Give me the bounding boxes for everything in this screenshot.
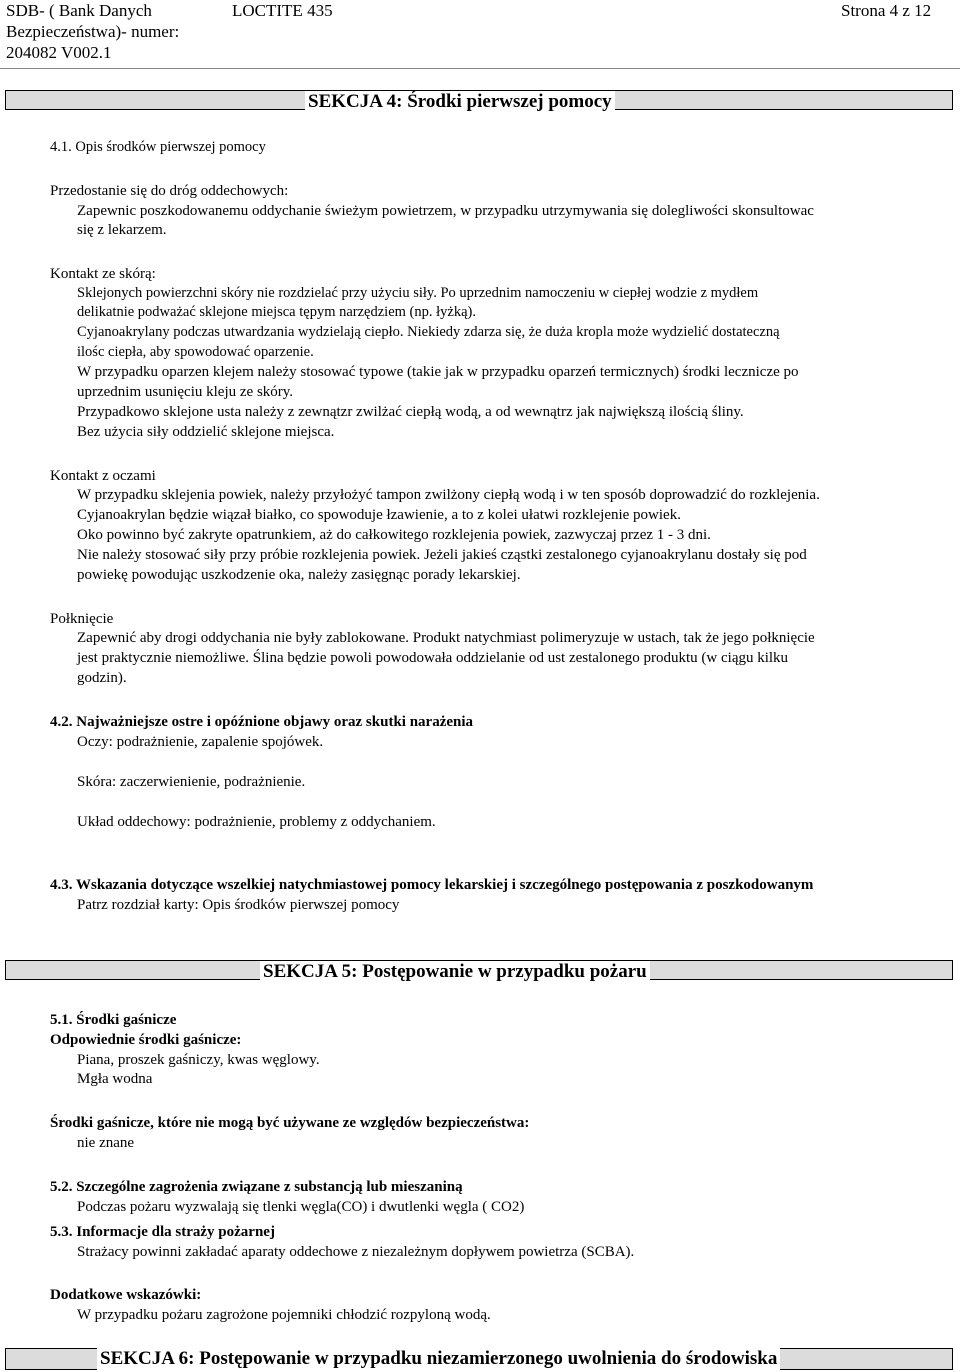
skin-line: Sklejonych powierzchni skóry nie rozdzielać przy użyciu siły. Po uprzednim namoczeniu w ciepłej wodzie z mydłem	[77, 285, 759, 301]
skin-line: W przypadku oparzen klejem należy stosować typowe (takie jak w przypadku oparzeń termicznych) środki lecznicze po	[77, 364, 799, 380]
inhalation-line: Zapewnic poszkodowanemu oddychanie świeżym powietrzem, w przypadku utrzymywania się dolegliwości skonsultowac	[77, 203, 814, 219]
skin-line: uprzednim usunięciu kleju ze skóry.	[77, 384, 294, 400]
section-6-title: SEKCJA 6: Postępowanie w przypadku niezamierzonego uwolnienia do środowiska	[97, 1348, 780, 1370]
section-4-title: SEKCJA 4: Środki pierwszej pomocy	[305, 91, 615, 113]
unsuitable-text: nie znane	[77, 1135, 135, 1151]
sds-label: Bezpieczeństwa)- numer:	[6, 22, 180, 41]
eyes-line: Nie należy stosować siły przy próbie rozklejenia powiek. Jeżeli jakieś cząstki zestalonego cyjanoakrylanu dostały się pod	[77, 547, 807, 563]
s43-heading: 4.3. Wskazania dotyczące wszelkiej natychmiastowej pomocy lekarskiej i szczególnego postępowania z poszkodowanym	[50, 877, 814, 893]
ingestion-line: jest praktycznie niemożliwe. Ślina będzie powoli powodowała oddzielanie od ust zestalonego produktu (w ciągu kilku	[77, 650, 789, 666]
section-5-title: SEKCJA 5: Postępowanie w przypadku pożaru	[260, 961, 650, 983]
s53-text: Strażacy powinni zakładać aparaty oddechowe z niezależnym dopływem powietrza (SCBA).	[77, 1244, 635, 1260]
header-divider	[0, 68, 960, 69]
inhalation-line: się z lekarzem.	[77, 222, 167, 238]
suitable-item: Piana, proszek gaśniczy, kwas węglowy.	[77, 1052, 320, 1068]
ingestion-label: Połknięcie	[50, 611, 114, 627]
suitable-item: Mgła wodna	[77, 1071, 153, 1087]
eyes-line: Cyjanoakrylan będzie wiązał białko, co spowoduje łzawienie, a to z kolei ułatwi rozklejenie powiek.	[77, 507, 681, 523]
ingestion-line: godzin).	[77, 670, 127, 686]
eyes-line: Oko powinno być zakryte opatrunkiem, aż do całkowitego rozklejenia powiek, zazwyczaj przez 1 - 3 dni.	[77, 527, 711, 543]
s42-eyes: Oczy: podrażnienie, zapalenie spojówek.	[77, 734, 324, 750]
skin-line: Przypadkowo sklejone usta należy z zewnątzr zwilżać ciepłą wodą, a od wewnątrz jak największą ilością śliny.	[77, 404, 744, 420]
inhalation-label: Przedostanie się do dróg oddechowych:	[50, 183, 289, 199]
skin-line: Cyjanoakrylany podczas utwardzania wydzielają ciepło. Niekiedy zdarza się, że duża kropla może wydzielić dostateczną	[77, 324, 780, 340]
ingestion-line: Zapewnić aby drogi oddychania nie były zablokowane. Produkt natychmiast polimeryzuje w ustach, tak że jego połknięcie	[77, 630, 815, 646]
doc-type: SDB- ( Bank Danych	[6, 1, 152, 20]
eyes-line: powiekę powodując uszkodzenie oka, należy zasięgnąc porady lekarskiej.	[77, 567, 521, 583]
eyes-line: W przypadku sklejenia powiek, należy przyłożyć tampon zwilżony ciepłą wodą i w ten sposób doprowadzić do rozklejenia.	[77, 487, 820, 503]
s52-heading: 5.2. Szczególne zagrożenia związane z substancją lub mieszaniną	[50, 1179, 463, 1195]
page-number: Strona 4 z 12	[841, 1, 932, 20]
suitable-label: Odpowiednie środki gaśnicze:	[50, 1032, 242, 1048]
s42-resp: Układ oddechowy: podrażnienie, problemy z oddychaniem.	[77, 814, 436, 830]
skin-line: ilośc ciepła, aby spowodować oparzenie.	[77, 344, 314, 360]
eyes-label: Kontakt z oczami	[50, 468, 156, 484]
unsuitable-label: Środki gaśnicze, które nie mogą być używane ze względów bezpieczeństwa:	[50, 1115, 530, 1131]
skin-line: Bez użycia siły oddzielić sklejone miejsca.	[77, 424, 335, 440]
s42-heading: 4.2. Najważniejsze ostre i opóźnione objawy oraz skutki narażenia	[50, 714, 474, 730]
s53-heading: 5.3. Informacje dla straży pożarnej	[50, 1224, 275, 1240]
extra-label: Dodatkowe wskazówki:	[50, 1287, 202, 1303]
version-number: 204082 V002.1	[6, 43, 112, 62]
s43-text: Patrz rozdział karty: Opis środków pierwszej pomocy	[77, 897, 400, 913]
skin-label: Kontakt ze skórą:	[50, 266, 156, 282]
s41-heading: 4.1. Opis środków pierwszej pomocy	[50, 139, 266, 155]
skin-line: delikatnie podważać sklejone miejsca tępym narzędziem (np. łyżką).	[77, 304, 476, 320]
s52-text: Podczas pożaru wyzwalają się tlenki węgla(CO) i dwutlenki węgla ( CO2)	[77, 1199, 525, 1215]
s51-heading: 5.1. Środki gaśnicze	[50, 1012, 177, 1028]
extra-text: W przypadku pożaru zagrożone pojemniki chłodzić rozpyloną wodą.	[77, 1307, 491, 1323]
product-name: LOCTITE 435	[232, 1, 333, 20]
s42-skin: Skóra: zaczerwienienie, podrażnienie.	[77, 774, 306, 790]
